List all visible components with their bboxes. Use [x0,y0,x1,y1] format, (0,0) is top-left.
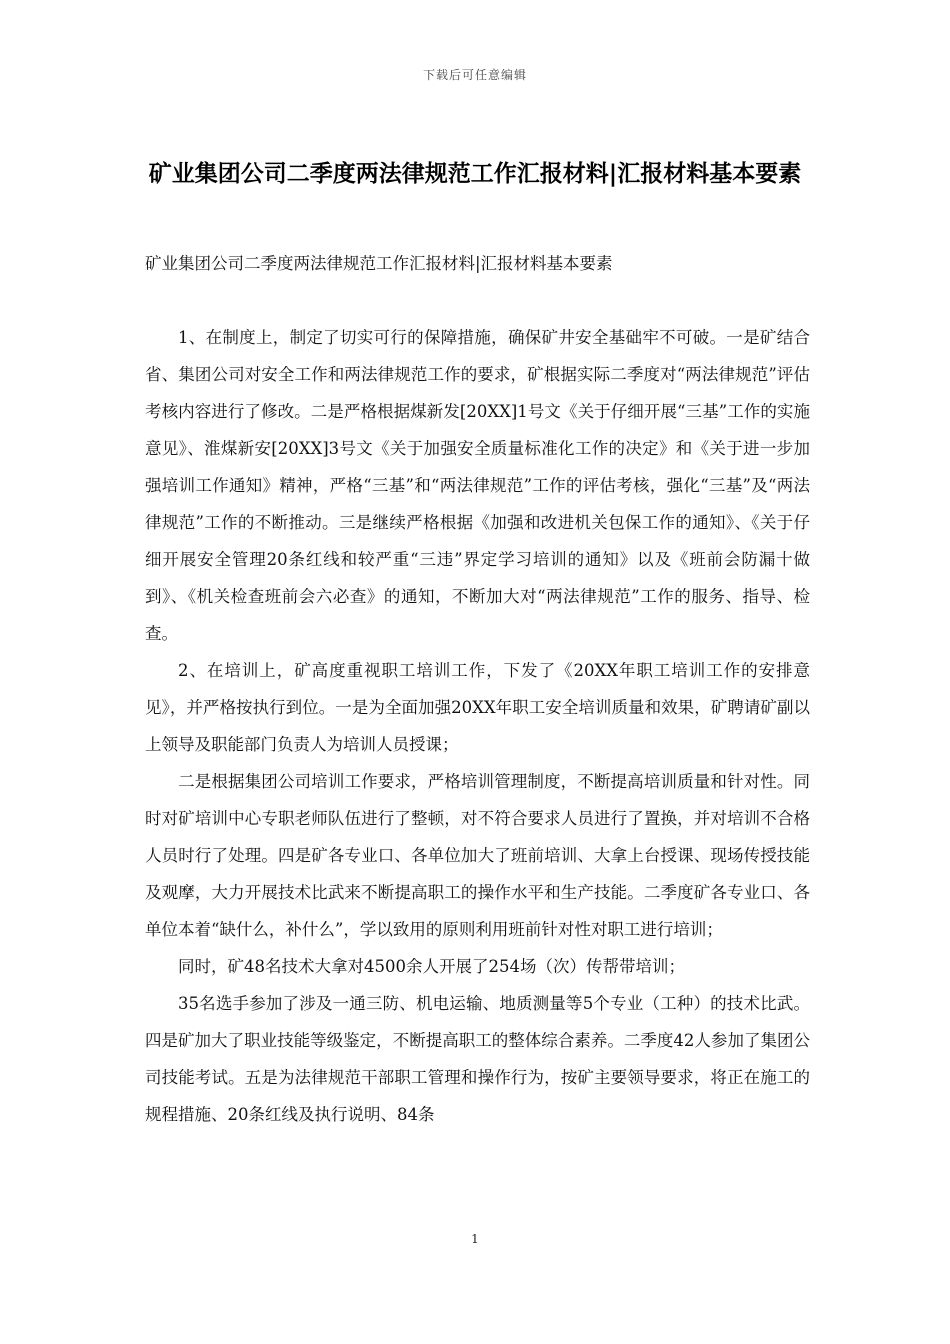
body-paragraph [145,319,810,652]
body-paragraph [145,985,810,1133]
paragraph-text: 同时，矿48名技术大拿对4500余人开展了254场（次）传帮带培训； [178,957,685,976]
document-body [145,319,810,1133]
body-paragraph [145,763,810,948]
paragraph-text: 2、在培训上，矿高度重视职工培训工作，下发了《20XX年职工培训工作的安排意见》，并严格按执行到位。一是为全面加强20XX年职工安全培训质量和效果，矿聘请矿副以上领导及职能部门负责人为培训人员授课； [145,661,810,754]
document-subtitle: 矿业集团公司二季度两法律规范工作汇报材料|汇报材料基本要素 [145,254,613,273]
document-title: 矿业集团公司二季度两法律规范工作汇报材料|汇报材料基本要素 [148,161,802,187]
paragraph-text: 二是根据集团公司培训工作要求，严格培训管理制度，不断提高培训质量和针对性。同时对矿培训中心专职老师队伍进行了整顿，对不符合要求人员进行了置换，并对培训不合格人员时行了处理。四是矿各专业口、各单位加大了班前培训、大拿上台授课、现场传授技能及观摩，大力开展技术比武来不断提高职工的操作水平和生产技能。二季度矿各专业口、各单位本着“缺什么，补什么”，学以致用的原则利用班前针对性对职工进行培训； [145,772,810,939]
paragraph-text: 35名选手参加了涉及一通三防、机电运输、地质测量等5个专业（工种）的技术比武。四是矿加大了职业技能等级鉴定，不断提高职工的整体综合素养。二季度42人参加了集团公司技能考试。五是为法律规范干部职工管理和操作行为，按矿主要领导要求，将正在施工的规程措施、20条红线及执行说明、84条 [145,994,810,1124]
page-number: 1 [471,1232,479,1246]
paragraph-text: 1、在制度上，制定了切实可行的保障措施，确保矿井安全基础牢不可破。一是矿结合省、集团公司对安全工作和两法律规范工作的要求，矿根据实际二季度对“两法律规范”评估考核内容进行了修改。二是严格根据煤新发[20XX]1号文《关于仔细开展“三基”工作的实施意见》、淮煤新安[20XX]3号文《关于加强安全质量标准化工作的决定》和《关于进一步加强培训工作通知》精神，严格“三基”和“两法律规范”工作的评估考核，强化“三基”及“两法律规范”工作的不断推动。三是继续严格根据《加强和改进机关包保工作的通知》、《关于仔细开展安全管理20条红线和较严重“三违”界定学习培训的通知》以及《班前会防漏十做到》、《机关检查班前会六必查》的通知，不断加大对“两法律规范”工作的服务、指导、检查。 [145,328,810,643]
body-paragraph [145,652,810,763]
body-paragraph [145,948,810,985]
header-note: 下载后可任意编辑 [422,68,527,82]
